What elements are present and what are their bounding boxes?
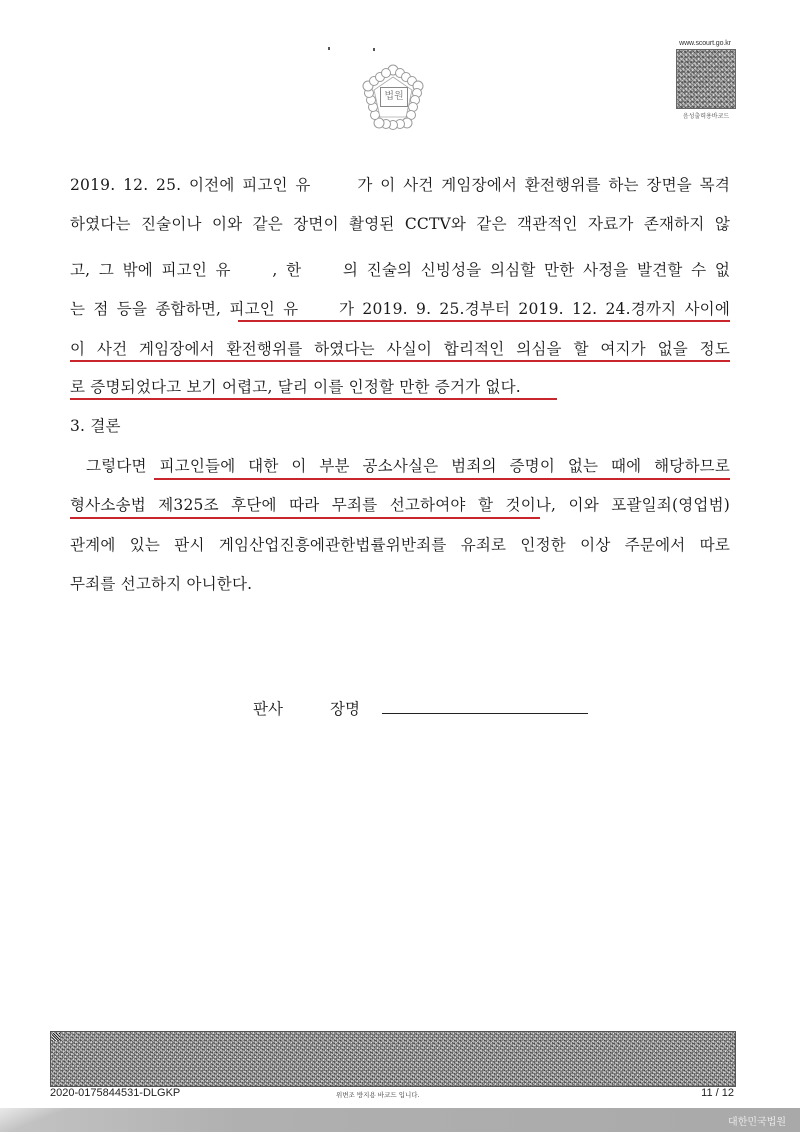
signature-name: 장명 — [330, 700, 360, 718]
section-heading: 3. 결론 — [70, 417, 121, 435]
highlight-underline — [70, 360, 730, 362]
text-line: 2019. 12. 25. 이전에 피고인 유 가 이 사건 게임장에서 환전행위를 하는 장면을 목격 — [70, 176, 730, 194]
court-seal-icon — [358, 63, 428, 133]
text-line: 로 증명되었다고 보기 어렵고, 달리 이를 인정할 만한 증거가 없다. — [70, 378, 521, 396]
qr-code-icon — [676, 49, 736, 109]
anti-forgery-barcode-icon — [50, 1031, 736, 1087]
page-number: 11 / 12 — [701, 1087, 734, 1099]
signature-line — [382, 713, 588, 714]
court-banner — [0, 1108, 800, 1132]
verification-qr — [674, 40, 738, 120]
highlight-underline — [238, 320, 730, 322]
highlight-underline — [154, 478, 730, 480]
banner-swoosh — [0, 1108, 77, 1132]
text-line: 하였다는 진술이나 이와 같은 장면이 촬영된 CCTV와 같은 객관적인 자료가 존재하지 않 — [70, 215, 730, 233]
text-line: 는 점 등을 종합하면, 피고인 유 가 2019. 9. 25.경부터 2019. 12. 24.경까지 사이에 — [70, 300, 730, 318]
banner-text: 대한민국법원 — [728, 1117, 786, 1128]
scan-mark — [328, 47, 330, 50]
text-line: 관계에 있는 판시 게임산업진흥에관한법률위반죄를 유죄로 인정한 이상 주문에서 따로 — [70, 536, 730, 554]
text-line: 고, 그 밖에 피고인 유 , 한 의 진술의 신빙성을 의심할 만한 사정을 발견할 수 없 — [70, 261, 730, 279]
text-line: 형사소송법 제325조 후단에 따라 무죄를 선고하여야 할 것이나, 이와 포괄일죄(영업범) — [70, 496, 730, 514]
highlight-underline — [70, 398, 557, 400]
scan-mark — [373, 48, 375, 51]
text-line: 그렇다면 피고인들에 대한 이 부분 공소사실은 범죄의 증명이 없는 때에 해당하므로 — [86, 457, 730, 475]
qr-url: www.scourt.go.kr — [679, 40, 731, 47]
seal-label: 법원 — [380, 87, 408, 107]
qr-caption: 음성출력용바코드 — [682, 113, 730, 120]
barcode-note: 위변조 방지용 바코드 입니다. — [336, 1091, 420, 1099]
highlight-underline — [70, 517, 540, 519]
text-line: 이 사건 게임장에서 환전행위를 하였다는 사실이 합리적인 의심을 할 여지가 없을 정도 — [70, 340, 730, 358]
barcode-corner-mark — [52, 1033, 60, 1041]
text-line: 무죄를 선고하지 아니한다. — [70, 575, 253, 593]
signature-role: 판사 — [253, 700, 283, 718]
document-id: 2020-0175844531-DLGKP — [50, 1087, 181, 1099]
